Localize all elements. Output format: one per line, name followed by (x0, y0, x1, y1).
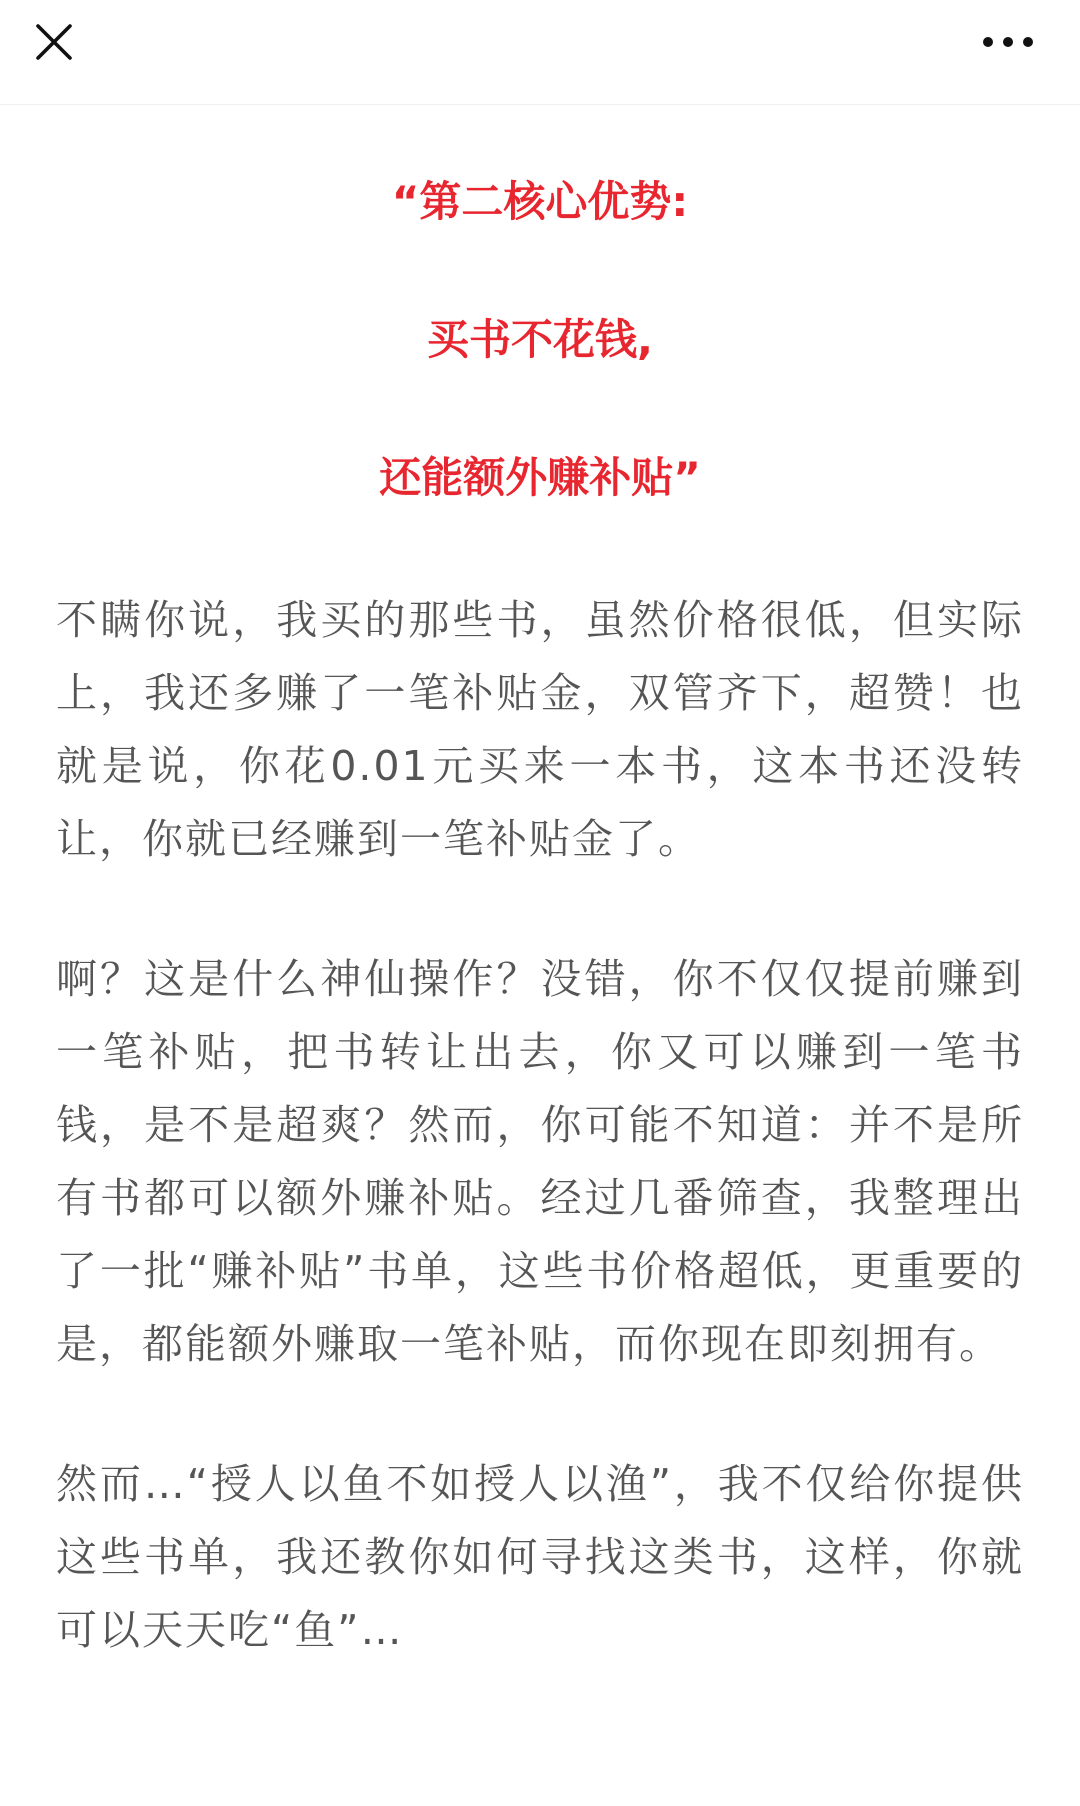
more-icon (982, 36, 1034, 48)
paragraph-2: 啊？这是什么神仙操作？没错，你不仅仅提前赚到一笔补贴，把书转让出去，你又可以赚到一笔书钱，是不是超爽？然而，你可能不知道：并不是所有书都可以额外赚补贴。经过几番筛查，我整理出了一批“赚补贴”书单，这些书价格超低，更重要的是，都能额外赚取一笔补贴，而你现在即刻拥有。 (56, 955, 1024, 1368)
close-button[interactable] (28, 16, 80, 68)
headline-line-3: 还能额外赚补贴” (379, 453, 701, 502)
top-bar (0, 0, 1080, 105)
paragraph-3: 然而…“授人以鱼不如授人以渔”，我不仅给你提供这些书单，我还教你如何寻找这类书，这样，你就可以天天吃“鱼”… (56, 1460, 1024, 1654)
close-icon (34, 22, 74, 62)
paragraph-1: 不瞒你说，我买的那些书，虽然价格很低，但实际上，我还多赚了一笔补贴金，双管齐下，超赞！也就是说，你花0.01元买来一本书，这本书还没转让，你就已经赚到一笔补贴金了。 (56, 596, 1024, 863)
article-content (56, 104, 1024, 1667)
headline-line-2: 买书不花钱, (427, 315, 653, 364)
headline-line-1: “第二核心优势: (391, 177, 689, 226)
more-button[interactable] (976, 16, 1040, 68)
